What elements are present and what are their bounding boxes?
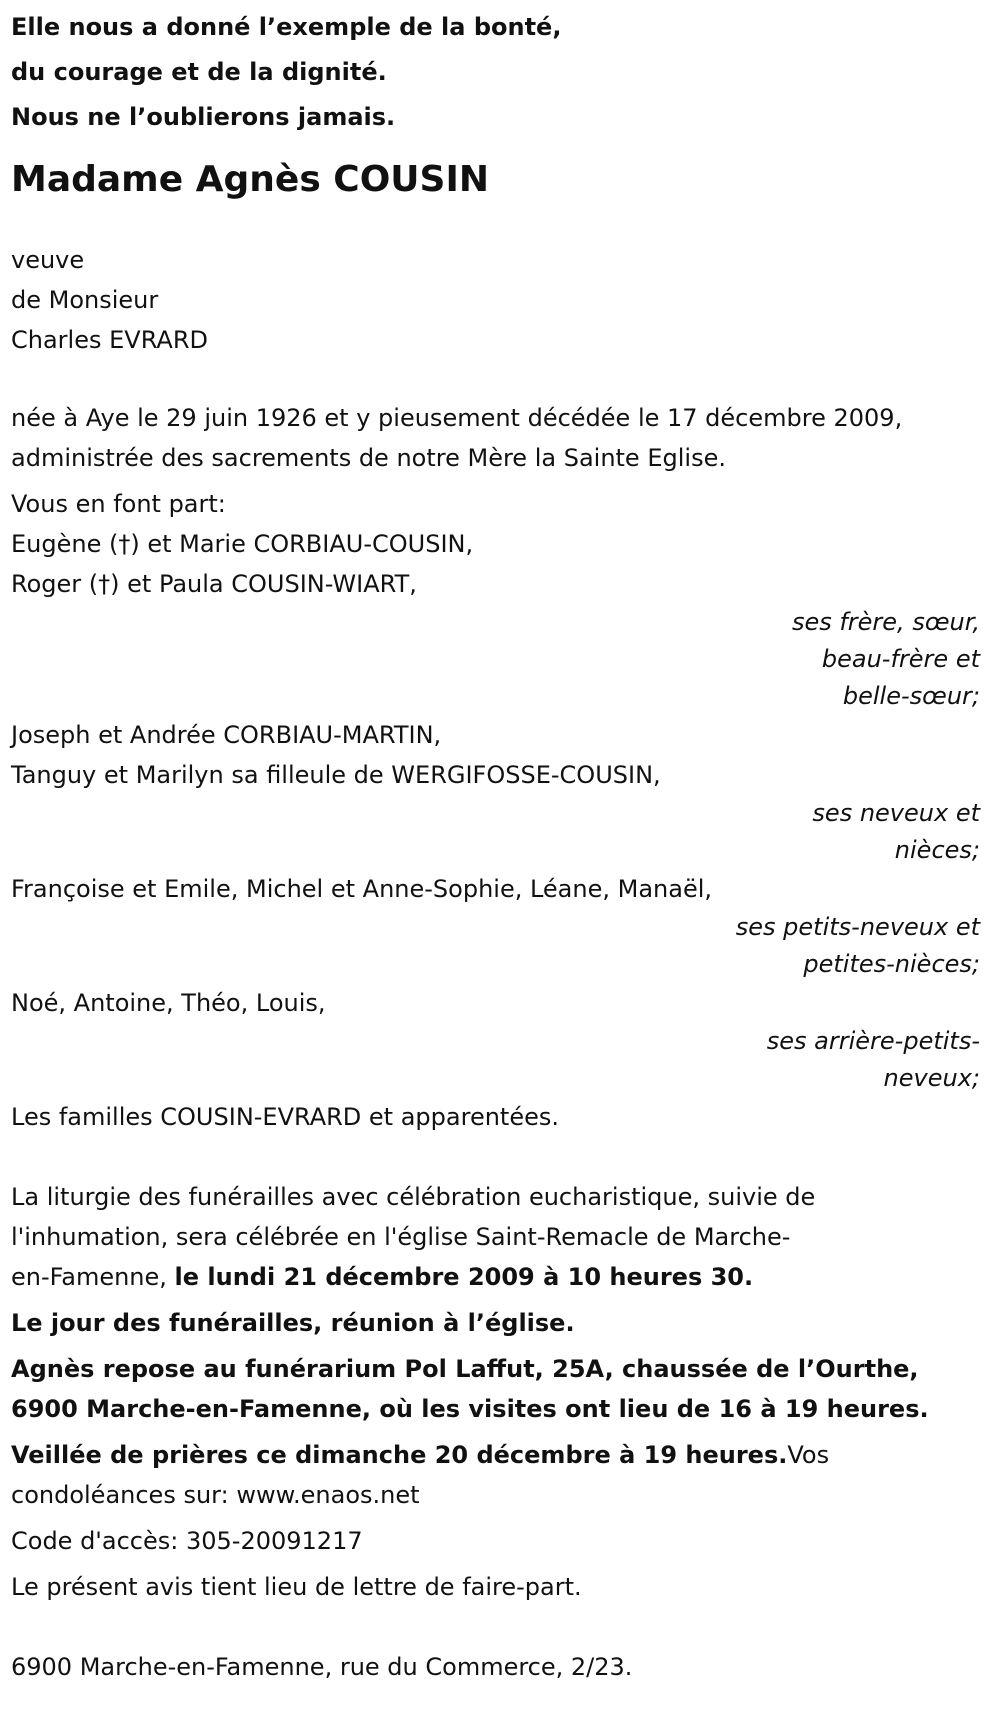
epigraph-line: Elle nous a donné l’exemple de la bonté, — [11, 13, 562, 41]
family-announcement — [11, 484, 990, 1137]
siblings-group — [11, 524, 990, 715]
epigraph-line: du courage et de la dignité. — [11, 58, 387, 86]
grandnephews-group — [11, 869, 990, 983]
epigraph — [11, 0, 990, 140]
relation-label: ses petits-neveux et — [735, 913, 980, 941]
relation-label: nièces; — [894, 836, 980, 864]
family-line: Joseph et Andrée CORBIAU-MARTIN, — [11, 721, 442, 749]
birth-death-block — [11, 398, 990, 478]
vigil-info — [11, 1435, 990, 1515]
epigraph-line: Nous ne l’oublierons jamais. — [11, 103, 396, 131]
family-line: Françoise et Emile, Michel et Anne-Sophie, Léane, Manaël, — [11, 875, 713, 903]
relation-label: petites-nièces; — [803, 950, 980, 978]
funerarium-info — [11, 1349, 990, 1429]
relation-label: ses arrière-petits- — [766, 1027, 980, 1055]
spouse-line: de Monsieur — [11, 286, 159, 314]
great-grandnephews-group — [11, 983, 990, 1097]
funeral-line-prefix: en-Famenne, — [11, 1263, 175, 1291]
vigil-text: Veillée de prières ce dimanche 20 décembre à 19 heures. — [11, 1441, 788, 1469]
relation-label: beau-frère et — [821, 645, 980, 673]
family-address: 6900 Marche-en-Famenne, rue du Commerce, 2/23. — [11, 1653, 633, 1681]
family-line: Tanguy et Marilyn sa filleule de WERGIFOSSE-COUSIN, — [11, 761, 661, 789]
family-line: Roger (†) et Paula COUSIN-WIART, — [11, 570, 417, 598]
funerarium-line: 6900 Marche-en-Famenne, où les visites ont lieu de 16 à 19 heures. — [11, 1395, 929, 1423]
family-line: Eugène (†) et Marie CORBIAU-COUSIN, — [11, 530, 474, 558]
spouse-line: Charles EVRARD — [11, 326, 208, 354]
deceased-name: Madame Agnès COUSIN — [11, 159, 489, 200]
condolences-line: condoléances sur: www.enaos.net — [11, 1481, 420, 1509]
vigil-line — [11, 1435, 990, 1475]
families-line: Les familles COUSIN-EVRARD et apparentées. — [11, 1103, 559, 1131]
funeral-details — [11, 1177, 990, 1297]
access-code: Code d'accès: 305-20091217 — [11, 1527, 363, 1555]
condolences-prefix: Vos — [787, 1441, 830, 1469]
nephews-group — [11, 715, 990, 869]
notice-statement: Le présent avis tient lieu de lettre de faire-part. — [11, 1573, 582, 1601]
sacraments-line: administrée des sacrements de notre Mère la Sainte Eglise. — [11, 444, 726, 472]
relation-label: neveux; — [883, 1064, 980, 1092]
relation-label: belle-sœur; — [842, 682, 980, 710]
funerarium-line: Agnès repose au funérarium Pol Laffut, 25A, chaussée de l’Ourthe, — [11, 1355, 919, 1383]
birth-death-line: née à Aye le 29 juin 1926 et y pieusement décédée le 17 décembre 2009, — [11, 404, 903, 432]
spouse-line: veuve — [11, 246, 85, 274]
spouse-block — [11, 240, 990, 360]
family-line: Noé, Antoine, Théo, Louis, — [11, 989, 326, 1017]
funeral-line: La liturgie des funérailles avec célébration eucharistique, suivie de — [11, 1183, 816, 1211]
funeral-line — [11, 1257, 990, 1297]
relation-label: ses neveux et — [812, 799, 980, 827]
relation-label: ses frère, sœur, — [791, 608, 980, 636]
funeral-line: l'inhumation, sera célébrée en l'église Saint-Remacle de Marche- — [11, 1223, 791, 1251]
announcement-intro: Vous en font part: — [11, 490, 226, 518]
funeral-date: le lundi 21 décembre 2009 à 10 heures 30. — [174, 1263, 754, 1291]
meeting-info: Le jour des funérailles, réunion à l’église. — [11, 1309, 575, 1337]
